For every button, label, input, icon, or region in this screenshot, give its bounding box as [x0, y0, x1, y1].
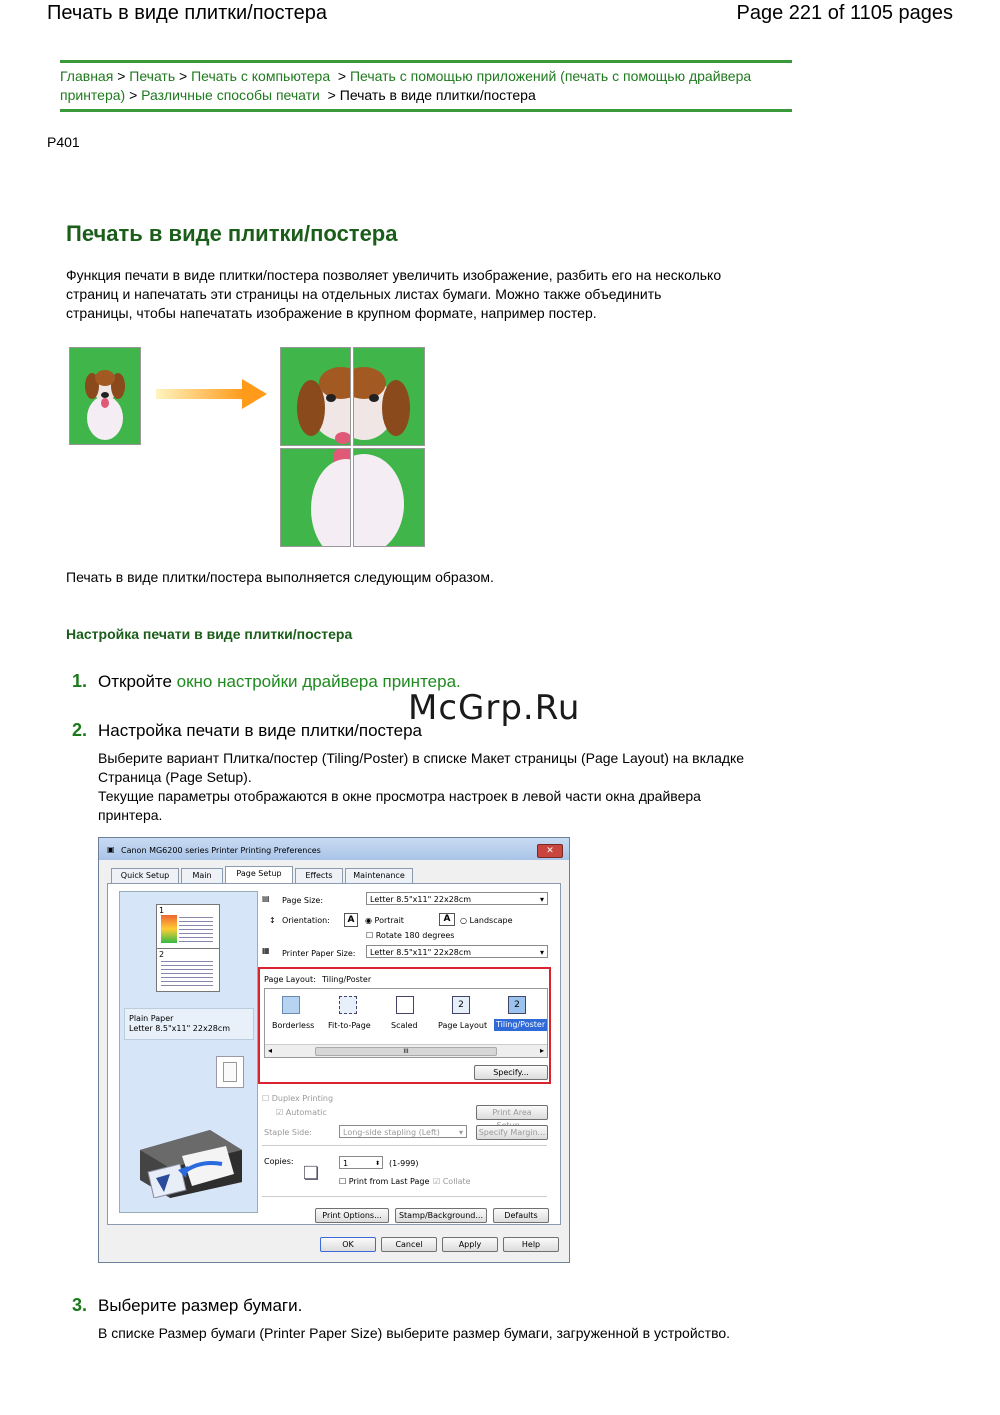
- breadcrumb-top-rule: [60, 60, 792, 63]
- breadcrumb-link-home[interactable]: Главная: [60, 68, 114, 84]
- original-photo: [69, 347, 141, 445]
- article-title: Печать в виде плитки/постера: [66, 221, 398, 246]
- help-button[interactable]: Help: [503, 1237, 559, 1252]
- specify-margin-button[interactable]: Specify Margin...: [476, 1125, 548, 1140]
- printer-paper-size-label: Printer Paper Size:: [282, 949, 356, 958]
- breadcrumb-separator: >: [327, 87, 336, 103]
- page-size-select[interactable]: [366, 892, 548, 905]
- breadcrumb-separator: >: [117, 68, 126, 84]
- breadcrumb-separator: >: [179, 68, 188, 84]
- preview-paper-type: Plain Paper: [129, 1014, 174, 1023]
- tab-effects[interactable]: Effects: [295, 868, 343, 884]
- preview-divider: [157, 948, 219, 949]
- printer-paper-size-select[interactable]: [366, 945, 548, 958]
- chevron-down-icon: ▾: [458, 1128, 463, 1137]
- preview-paper-size: Letter 8.5"x11" 22x28cm: [129, 1024, 231, 1033]
- portrait-radio[interactable]: ◉ Portrait: [365, 916, 404, 925]
- printer-paper-icon: ▦: [262, 946, 270, 955]
- tab-main[interactable]: Main: [181, 868, 223, 884]
- collate-label: Collate: [442, 1177, 471, 1186]
- layout-page-layout[interactable]: Page Layout: [438, 1021, 488, 1030]
- breadcrumb-separator: >: [129, 87, 138, 103]
- breadcrumb: [60, 67, 792, 105]
- layout-scrollbar[interactable]: [265, 1044, 547, 1057]
- page-layout-list: [264, 988, 548, 1058]
- layout-tiling-poster[interactable]: Tiling/Poster: [496, 1020, 546, 1029]
- rotate-180-label: Rotate 180 degrees: [375, 931, 455, 940]
- stamp-background-button[interactable]: Stamp/Background...: [395, 1208, 487, 1223]
- dialog-title: Canon MG6200 series Printer Printing Preferences: [121, 846, 321, 855]
- step-3-body: В списке Размер бумаги (Printer Paper Size) выберите размер бумаги, загруженной в устройство.: [98, 1325, 731, 1341]
- breadcrumb-link-print-apps[interactable]: Печать с помощью приложений (печать с помощью драйвера принтера): [60, 68, 752, 103]
- tab-quick-setup[interactable]: Quick Setup: [111, 868, 179, 884]
- duplex-checkbox[interactable]: ☐ Duplex Printing: [262, 1094, 334, 1103]
- intro-paragraph: Функция печати в виде плитки/постера позволяет увеличить изображение, разбить его на несколько страниц и напечатать эти страницы на отдельных листах бумаги. Можно также объединить страницы, чтобы напечатать изображение в крупном формате, например постер.: [66, 267, 722, 321]
- copies-value: 1: [343, 1159, 349, 1168]
- copies-stack-icon: ❏: [303, 1163, 320, 1184]
- tiling-poster-icon[interactable]: 2: [508, 996, 526, 1014]
- close-icon[interactable]: ✕: [537, 844, 563, 858]
- chevron-down-icon: ▾: [539, 948, 544, 957]
- settings-preview: [119, 891, 258, 1213]
- preview-paper-info: [124, 1008, 254, 1040]
- step-3-title: Выберите размер бумаги.: [98, 1296, 303, 1315]
- preview-page-1-number: 1: [159, 906, 165, 915]
- fit-to-page-icon[interactable]: [339, 996, 357, 1014]
- portrait-icon: A: [344, 913, 358, 927]
- scaled-icon[interactable]: [396, 996, 414, 1014]
- specify-button[interactable]: Specify...: [474, 1065, 548, 1080]
- breadcrumb-separator: >: [337, 68, 347, 84]
- print-area-setup-button[interactable]: Print Area: [476, 1105, 548, 1120]
- page-size-icon: ▤: [262, 894, 270, 903]
- page-layout-current: Tiling/Poster: [322, 975, 372, 984]
- scroll-left-icon[interactable]: ◂: [268, 1046, 273, 1055]
- stepper-icon[interactable]: ⬍: [374, 1160, 380, 1167]
- print-from-last-label: Print from Last Page: [348, 1177, 430, 1186]
- tiling-illustration: [66, 345, 426, 550]
- chevron-down-icon: ▾: [539, 895, 544, 904]
- page-size-value: Letter 8.5"x11" 22x28cm: [370, 895, 472, 904]
- orientation-label: Orientation:: [282, 916, 330, 925]
- staple-side-select[interactable]: [339, 1125, 467, 1138]
- arrow-right-icon: [154, 375, 269, 415]
- page-layout-label: Page Layout:: [264, 975, 316, 984]
- collate-checkbox[interactable]: ☑ Collate: [433, 1177, 471, 1186]
- apply-button[interactable]: Apply: [442, 1237, 498, 1252]
- cancel-button[interactable]: Cancel: [381, 1237, 437, 1252]
- printer-driver-link[interactable]: окно настройки драйвера принтера.: [176, 672, 461, 691]
- breadcrumb-link-print-from-computer[interactable]: Печать с компьютера: [191, 68, 331, 84]
- divider: [262, 1196, 547, 1197]
- tile-2: [353, 347, 425, 446]
- printer-icon: ▣: [107, 845, 115, 854]
- scroll-thumb[interactable]: III: [315, 1047, 497, 1056]
- page-indicator: Page 221 of 1105 pages: [736, 2, 953, 24]
- document-title: Печать в виде плитки/постера: [47, 2, 327, 24]
- breadcrumb-current: Печать в виде плитки/постера: [339, 87, 536, 103]
- step-2-title: Настройка печати в виде плитки/постера: [98, 721, 423, 740]
- print-from-last-checkbox[interactable]: ☐ Print from Last Page: [339, 1177, 430, 1186]
- page-layout-icon[interactable]: 2: [452, 996, 470, 1014]
- section-title: Настройка печати в виде плитки/постера: [66, 626, 353, 642]
- after-figure-text: Печать в виде плитки/постера выполняется следующим образом.: [66, 569, 494, 585]
- staple-side-label: Staple Side:: [264, 1128, 312, 1137]
- breadcrumb-link-print-methods[interactable]: Различные способы печати: [141, 87, 320, 103]
- tab-maintenance[interactable]: Maintenance: [345, 868, 413, 884]
- step-2-body-1: Выберите вариант Плитка/постер (Tiling/Poster) в списке Макет страницы (Page Layout) на вкладке Страница (Page Setup).: [98, 750, 745, 785]
- step-1-title-text: Откройте: [98, 672, 177, 691]
- copies-input[interactable]: [339, 1156, 383, 1169]
- tab-page-setup[interactable]: Page Setup: [225, 866, 293, 883]
- divider: [262, 1145, 547, 1146]
- dog-image: [70, 348, 140, 444]
- step-3-number: 3.: [72, 1295, 88, 1315]
- copies-label: Copies:: [264, 1157, 294, 1166]
- tile-3: [280, 448, 351, 547]
- breadcrumb-bottom-rule: [60, 109, 792, 112]
- preview-image-thumb: [161, 915, 177, 943]
- page-size-label: Page Size:: [282, 896, 324, 905]
- defaults-button[interactable]: Defaults: [493, 1208, 549, 1223]
- layout-scaled[interactable]: Scaled: [391, 1021, 418, 1030]
- duplex-label: Duplex Printing: [271, 1094, 334, 1103]
- step-2-body-2: Текущие параметры отображаются в окне просмотра настроек в левой части окна драйвера принтера.: [98, 788, 701, 823]
- tile-1: [280, 347, 351, 446]
- step-2-number: 2.: [72, 720, 88, 740]
- rotate-180-checkbox[interactable]: ☐ Rotate 180 degrees: [366, 931, 455, 940]
- page-code: P401: [47, 134, 80, 150]
- preview-page-2-number: 2: [159, 950, 165, 959]
- watermark: McGrp.Ru: [408, 688, 581, 728]
- preview-lines-2: [161, 961, 213, 987]
- scroll-right-icon[interactable]: ▸: [539, 1046, 544, 1055]
- orientation-icon: ↕: [269, 916, 276, 925]
- landscape-icon: A: [439, 913, 455, 926]
- printer-preferences-dialog: [98, 837, 570, 1263]
- tile-4: [353, 448, 425, 547]
- landscape-label: Landscape: [469, 916, 513, 925]
- step-1-title: [98, 672, 461, 692]
- preview-sheets: [156, 904, 220, 992]
- printer-illustration: [130, 1120, 248, 1198]
- copies-range: (1-999): [389, 1159, 419, 1168]
- paper-orientation-preview: [216, 1056, 244, 1088]
- landscape-radio[interactable]: ○ Landscape: [460, 916, 513, 925]
- ok-button[interactable]: OK: [320, 1237, 376, 1252]
- step-1-number: 1.: [72, 671, 88, 691]
- print-options-button[interactable]: Print Options...: [315, 1208, 389, 1223]
- automatic-label: Automatic: [285, 1108, 327, 1117]
- breadcrumb-link-print[interactable]: Печать: [129, 68, 176, 84]
- printer-paper-size-value: Letter 8.5"x11" 22x28cm: [370, 948, 472, 957]
- staple-side-value: Long-side stapling (Left): [343, 1128, 440, 1137]
- automatic-checkbox[interactable]: ☑ Automatic: [276, 1108, 327, 1117]
- layout-fit-to-page[interactable]: Fit-to-Page: [328, 1021, 371, 1030]
- portrait-label: Portrait: [374, 916, 404, 925]
- borderless-icon[interactable]: [282, 996, 300, 1014]
- preview-lines: [179, 917, 213, 943]
- layout-borderless[interactable]: Borderless: [272, 1021, 315, 1030]
